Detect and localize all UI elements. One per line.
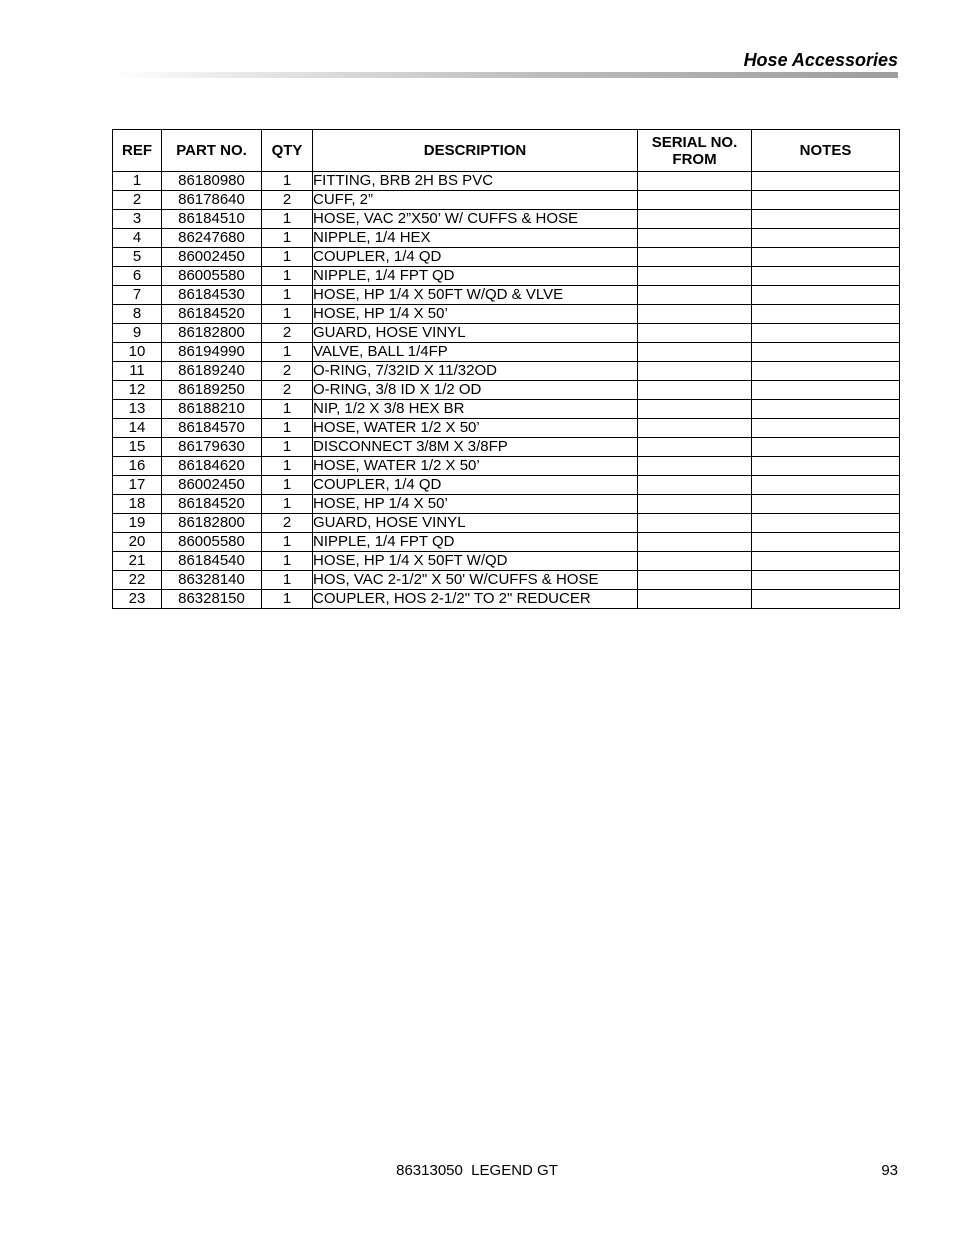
cell-serial-from (638, 286, 752, 305)
cell-serial-from (638, 476, 752, 495)
cell-part-no: 86184540 (162, 552, 262, 571)
cell-ref: 15 (113, 438, 162, 457)
table-row (113, 552, 900, 571)
table-row (113, 248, 900, 267)
table-row (113, 305, 900, 324)
cell-qty: 1 (262, 343, 313, 362)
column-header-ref: REF (113, 130, 162, 172)
cell-part-no: 86184620 (162, 457, 262, 476)
cell-ref: 7 (113, 286, 162, 305)
cell-ref: 9 (113, 324, 162, 343)
cell-description: NIP, 1/2 X 3/8 HEX BR (313, 400, 638, 419)
table-row (113, 533, 900, 552)
cell-notes (752, 571, 900, 590)
cell-description: HOSE, WATER 1/2 X 50’ (313, 419, 638, 438)
cell-qty: 1 (262, 571, 313, 590)
cell-serial-from (638, 267, 752, 286)
cell-description: COUPLER, 1/4 QD (313, 476, 638, 495)
cell-description: VALVE, BALL 1/4FP (313, 343, 638, 362)
table-row (113, 191, 900, 210)
cell-qty: 1 (262, 476, 313, 495)
cell-ref: 21 (113, 552, 162, 571)
cell-serial-from (638, 457, 752, 476)
table-row (113, 210, 900, 229)
cell-part-no: 86189250 (162, 381, 262, 400)
table-row (113, 343, 900, 362)
cell-ref: 1 (113, 172, 162, 191)
cell-serial-from (638, 552, 752, 571)
cell-part-no: 86002450 (162, 476, 262, 495)
cell-part-no: 86182800 (162, 514, 262, 533)
cell-ref: 4 (113, 229, 162, 248)
column-header-serial-from: SERIAL NO. FROM (638, 130, 752, 172)
cell-notes (752, 267, 900, 286)
parts-table (112, 129, 900, 609)
footer-page-number: 93 (881, 1162, 898, 1179)
cell-serial-from (638, 400, 752, 419)
table-row (113, 514, 900, 533)
cell-part-no: 86184510 (162, 210, 262, 229)
cell-notes (752, 229, 900, 248)
table-row (113, 438, 900, 457)
cell-description: COUPLER, 1/4 QD (313, 248, 638, 267)
cell-ref: 20 (113, 533, 162, 552)
cell-part-no: 86005580 (162, 267, 262, 286)
cell-description: HOSE, WATER 1/2 X 50’ (313, 457, 638, 476)
cell-serial-from (638, 419, 752, 438)
cell-description: HOS, VAC 2-1/2" X 50' W/CUFFS & HOSE (313, 571, 638, 590)
cell-qty: 1 (262, 305, 313, 324)
cell-ref: 22 (113, 571, 162, 590)
cell-notes (752, 381, 900, 400)
cell-part-no: 86182800 (162, 324, 262, 343)
table-row (113, 571, 900, 590)
cell-notes (752, 305, 900, 324)
cell-qty: 1 (262, 400, 313, 419)
cell-qty: 1 (262, 248, 313, 267)
cell-notes (752, 400, 900, 419)
cell-description: HOSE, HP 1/4 X 50’ (313, 305, 638, 324)
cell-serial-from (638, 324, 752, 343)
cell-description: O-RING, 7/32ID X 11/32OD (313, 362, 638, 381)
cell-part-no: 86184530 (162, 286, 262, 305)
footer-document-id: 86313050 LEGEND GT (396, 1162, 558, 1179)
cell-notes (752, 210, 900, 229)
cell-ref: 18 (113, 495, 162, 514)
cell-part-no: 86188210 (162, 400, 262, 419)
cell-qty: 1 (262, 229, 313, 248)
table-row (113, 476, 900, 495)
cell-qty: 1 (262, 552, 313, 571)
cell-serial-from (638, 172, 752, 191)
cell-qty: 2 (262, 381, 313, 400)
cell-part-no: 86328140 (162, 571, 262, 590)
cell-notes (752, 248, 900, 267)
cell-part-no: 86328150 (162, 590, 262, 609)
column-header-description: DESCRIPTION (313, 130, 638, 172)
cell-notes (752, 324, 900, 343)
cell-qty: 1 (262, 286, 313, 305)
cell-qty: 1 (262, 438, 313, 457)
table-row (113, 419, 900, 438)
cell-notes (752, 533, 900, 552)
cell-ref: 12 (113, 381, 162, 400)
cell-description: DISCONNECT 3/8M X 3/8FP (313, 438, 638, 457)
cell-notes (752, 343, 900, 362)
cell-serial-from (638, 590, 752, 609)
cell-ref: 6 (113, 267, 162, 286)
cell-qty: 2 (262, 324, 313, 343)
cell-qty: 1 (262, 495, 313, 514)
table-row (113, 267, 900, 286)
cell-description: NIPPLE, 1/4 FPT QD (313, 533, 638, 552)
cell-description: NIPPLE, 1/4 FPT QD (313, 267, 638, 286)
table-row (113, 324, 900, 343)
cell-description: HOSE, HP 1/4 X 50’ (313, 495, 638, 514)
cell-notes (752, 172, 900, 191)
table-row (113, 229, 900, 248)
cell-qty: 1 (262, 267, 313, 286)
cell-description: NIPPLE, 1/4 HEX (313, 229, 638, 248)
cell-description: COUPLER, HOS 2-1/2" TO 2" REDUCER (313, 590, 638, 609)
cell-serial-from (638, 362, 752, 381)
cell-ref: 13 (113, 400, 162, 419)
cell-ref: 19 (113, 514, 162, 533)
cell-ref: 5 (113, 248, 162, 267)
cell-notes (752, 191, 900, 210)
cell-qty: 1 (262, 590, 313, 609)
cell-part-no: 86184520 (162, 495, 262, 514)
cell-description: HOSE, HP 1/4 X 50FT W/QD & VLVE (313, 286, 638, 305)
cell-part-no: 86189240 (162, 362, 262, 381)
cell-description: HOSE, HP 1/4 X 50FT W/QD (313, 552, 638, 571)
table-row (113, 590, 900, 609)
cell-serial-from (638, 343, 752, 362)
cell-qty: 1 (262, 210, 313, 229)
cell-ref: 10 (113, 343, 162, 362)
table-header-row (113, 130, 900, 172)
cell-part-no: 86247680 (162, 229, 262, 248)
cell-serial-from (638, 248, 752, 267)
cell-part-no: 86179630 (162, 438, 262, 457)
cell-qty: 2 (262, 362, 313, 381)
cell-serial-from (638, 305, 752, 324)
cell-serial-from (638, 438, 752, 457)
cell-qty: 2 (262, 514, 313, 533)
cell-qty: 1 (262, 457, 313, 476)
cell-serial-from (638, 514, 752, 533)
cell-part-no: 86184520 (162, 305, 262, 324)
cell-part-no: 86194990 (162, 343, 262, 362)
cell-serial-from (638, 210, 752, 229)
cell-notes (752, 476, 900, 495)
cell-notes (752, 362, 900, 381)
cell-part-no: 86178640 (162, 191, 262, 210)
title-gradient-bar (112, 72, 898, 78)
cell-description: O-RING, 3/8 ID X 1/2 OD (313, 381, 638, 400)
cell-description: FITTING, BRB 2H BS PVC (313, 172, 638, 191)
column-header-qty: QTY (262, 130, 313, 172)
table-row (113, 286, 900, 305)
cell-serial-from (638, 533, 752, 552)
cell-notes (752, 552, 900, 571)
cell-qty: 1 (262, 419, 313, 438)
cell-ref: 17 (113, 476, 162, 495)
cell-qty: 1 (262, 533, 313, 552)
table-row (113, 172, 900, 191)
cell-notes (752, 514, 900, 533)
cell-description: HOSE, VAC 2”X50’ W/ CUFFS & HOSE (313, 210, 638, 229)
cell-part-no: 86184570 (162, 419, 262, 438)
cell-notes (752, 590, 900, 609)
cell-serial-from (638, 229, 752, 248)
cell-ref: 14 (113, 419, 162, 438)
cell-ref: 16 (113, 457, 162, 476)
cell-ref: 2 (113, 191, 162, 210)
cell-qty: 2 (262, 191, 313, 210)
table-row (113, 362, 900, 381)
table-row (113, 495, 900, 514)
cell-qty: 1 (262, 172, 313, 191)
cell-ref: 3 (113, 210, 162, 229)
cell-part-no: 86005580 (162, 533, 262, 552)
cell-notes (752, 457, 900, 476)
table-row (113, 381, 900, 400)
section-title: Hose Accessories (743, 50, 898, 70)
cell-notes (752, 495, 900, 514)
cell-description: CUFF, 2” (313, 191, 638, 210)
cell-serial-from (638, 571, 752, 590)
cell-serial-from (638, 191, 752, 210)
cell-ref: 11 (113, 362, 162, 381)
table-row (113, 400, 900, 419)
cell-part-no: 86180980 (162, 172, 262, 191)
cell-serial-from (638, 381, 752, 400)
cell-ref: 8 (113, 305, 162, 324)
column-header-notes: NOTES (752, 130, 900, 172)
cell-serial-from (638, 495, 752, 514)
cell-notes (752, 438, 900, 457)
cell-description: GUARD, HOSE VINYL (313, 514, 638, 533)
cell-ref: 23 (113, 590, 162, 609)
table-row (113, 457, 900, 476)
cell-description: GUARD, HOSE VINYL (313, 324, 638, 343)
cell-part-no: 86002450 (162, 248, 262, 267)
cell-notes (752, 286, 900, 305)
column-header-part-no: PART NO. (162, 130, 262, 172)
cell-notes (752, 419, 900, 438)
parts-table-body (113, 172, 900, 609)
